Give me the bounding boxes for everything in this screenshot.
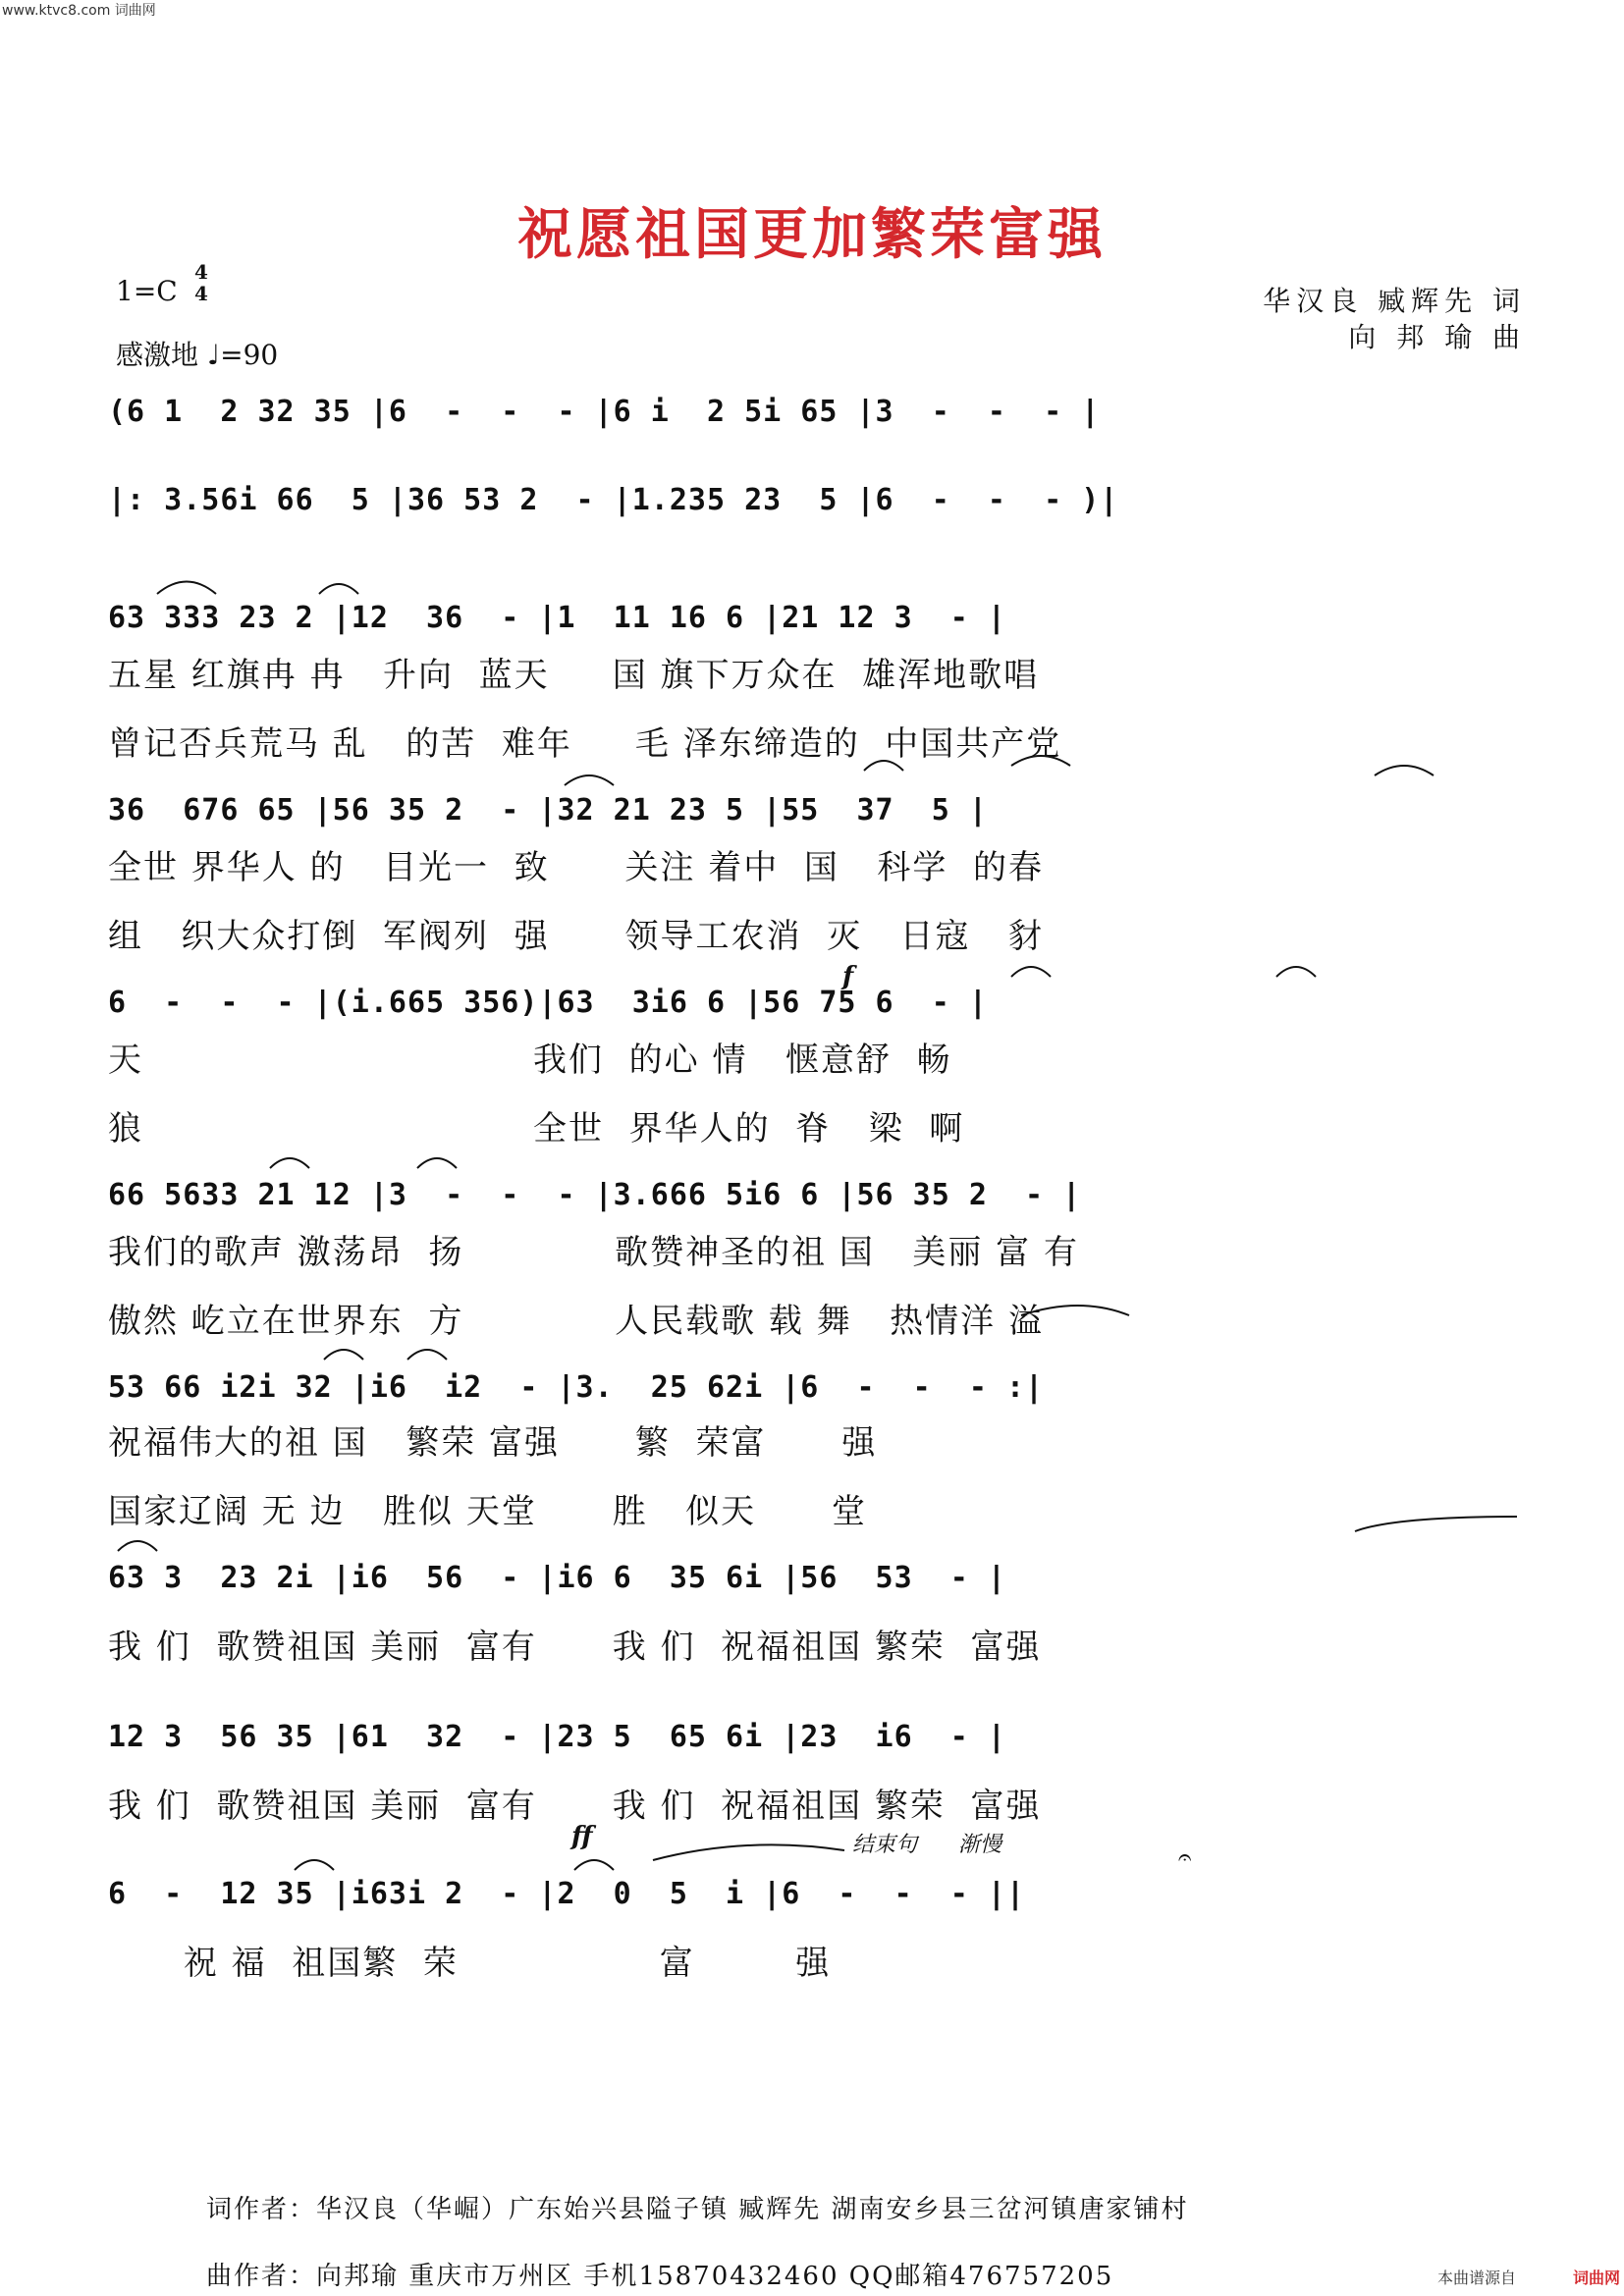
lyric-line-10: 祝 福 祖国繁 荣 富 强 [108, 1944, 832, 1983]
time-signature-top: 4 [194, 260, 208, 284]
site-watermark: www.ktvc8.com 词曲网 [2, 3, 156, 19]
lyric-line-6-verse-2: 傲然 屹立在世界东 方 人民载歌 载 舞 热情洋 溢 [108, 1302, 1044, 1341]
slur-16 [295, 1860, 334, 1870]
site-source-note: 本曲谱源自 [1436, 2269, 1516, 2287]
slur-group [118, 582, 1517, 1871]
lyric-line-9: 我 们 歌赞祖国 美丽 富有 我 们 祝福祖国 繁荣 富强 [108, 1787, 1042, 1826]
forte-mark: f [842, 962, 854, 991]
ending-phrase-mark: 结束句 [852, 1833, 918, 1857]
score-line-10: 6 - 12 35 |i63i 2 - |2 0 5 i |6 - - - || [108, 1877, 1026, 1911]
slur-14 [118, 1541, 157, 1551]
lyric-line-3-verse-1: 五星 红旗冉 冉 升向 蓝天 国 旗下万众在 雄浑地歌唱 [108, 656, 1040, 695]
lyric-line-7-verse-2: 国家辽阔 无 边 胜似 天堂 胜 似天 堂 [108, 1492, 867, 1531]
slur-8 [1276, 967, 1316, 977]
slur-3 [565, 775, 614, 785]
slur-1 [157, 582, 216, 595]
slur-17 [574, 1860, 614, 1870]
score-line-2: |: 3.56i 66 5 |36 53 2 - |1.235 23 5 |6 - - - )| [108, 483, 1119, 517]
score-line-8: 63 3 23 2i |i6 56 - |i6 6 35 6i |56 53 - | [108, 1561, 1006, 1595]
composer-info: 曲作者：向邦瑜 重庆市万州区 手机15870432460 QQ邮箱476757205 [206, 2262, 1114, 2291]
lyricist-info: 词作者：华汉良（华崛）广东始兴县隘子镇 臧辉先 湖南安乡县三岔河镇唐家铺村 [206, 2195, 1189, 2224]
slur-11 [1021, 1306, 1129, 1315]
score-line-3: 63 333 23 2 |12 36 - |1 11 16 6 |21 12 3 - | [108, 601, 1006, 635]
score-line-5: 6 - - - |(i.665 356)|63 3i6 6 |56 75 6 - | [108, 986, 988, 1020]
slur-9 [270, 1158, 309, 1168]
site-brand-logo[interactable]: 词曲网 [1572, 2269, 1620, 2287]
lyric-line-3-verse-2: 曾记否兵荒马 乱 的苦 难年 毛 泽东缔造的 中国共产党 [108, 724, 1062, 764]
score-line-7: 53 66 i2i 32 |i6 i2 - |3. 25 62i |6 - - - :| [108, 1370, 1045, 1405]
score-line-6: 66 5633 21 12 |3 - - - |3.666 5i6 6 |56 35 2 - | [108, 1178, 1082, 1212]
lyric-line-5-verse-1: 天 我们 的心 情 惬意舒 畅 [108, 1041, 952, 1080]
slur-15 [1355, 1517, 1517, 1531]
lyricist-credit: 华汉良 臧辉先 词 [1263, 285, 1526, 317]
slur-10 [417, 1158, 457, 1168]
fortissimo-mark: ff [571, 1822, 593, 1851]
score-line-1: (6 1 2 32 35 |6 - - - |6 i 2 5i 65 |3 - - - | [108, 395, 1101, 429]
tempo-marking: 感激地 ♩=90 [116, 339, 279, 371]
lyric-line-7-verse-1: 祝福伟大的祖 国 繁荣 富强 繁 荣富 强 [108, 1423, 878, 1463]
song-title: 祝愿祖国更加繁荣富强 [517, 202, 1107, 267]
lyric-line-8: 我 们 歌赞祖国 美丽 富有 我 们 祝福祖国 繁荣 富强 [108, 1628, 1042, 1667]
ritardando-mark: 渐慢 [958, 1833, 1002, 1857]
slur-4 [864, 761, 903, 771]
slur-6 [1375, 766, 1434, 775]
score-line-9: 12 3 56 35 |61 32 - |23 5 65 6i |23 i6 - | [108, 1720, 1006, 1754]
slur-12 [324, 1350, 363, 1360]
lyric-line-4-verse-1: 全世 界华人 的 目光一 致 关注 着中 国 科学 的春 [108, 848, 1044, 887]
slur-2 [319, 584, 358, 594]
lyric-line-4-verse-2: 组 织大众打倒 军阀列 强 领导工农消 灭 日寇 豺 [108, 917, 1044, 956]
slur-13 [407, 1350, 447, 1360]
lyric-line-6-verse-1: 我们的歌声 激荡昂 扬 歌赞神圣的祖 国 美丽 富 有 [108, 1233, 1079, 1272]
score-line-4: 36 676 65 |56 35 2 - |32 21 23 5 |55 37 5 | [108, 793, 988, 828]
time-signature-bottom: 4 [194, 282, 208, 305]
fermata-icon: 𝄐 [1178, 1843, 1192, 1871]
key-signature: 1=C [116, 275, 178, 307]
lyric-line-5-verse-2: 狼 全世 界华人的 脊 梁 啊 [108, 1109, 965, 1148]
composer-credit: 向 邦 瑜 曲 [1348, 321, 1526, 353]
slur-18 [653, 1844, 844, 1860]
slur-5 [1011, 756, 1070, 766]
slur-7 [1011, 967, 1051, 977]
